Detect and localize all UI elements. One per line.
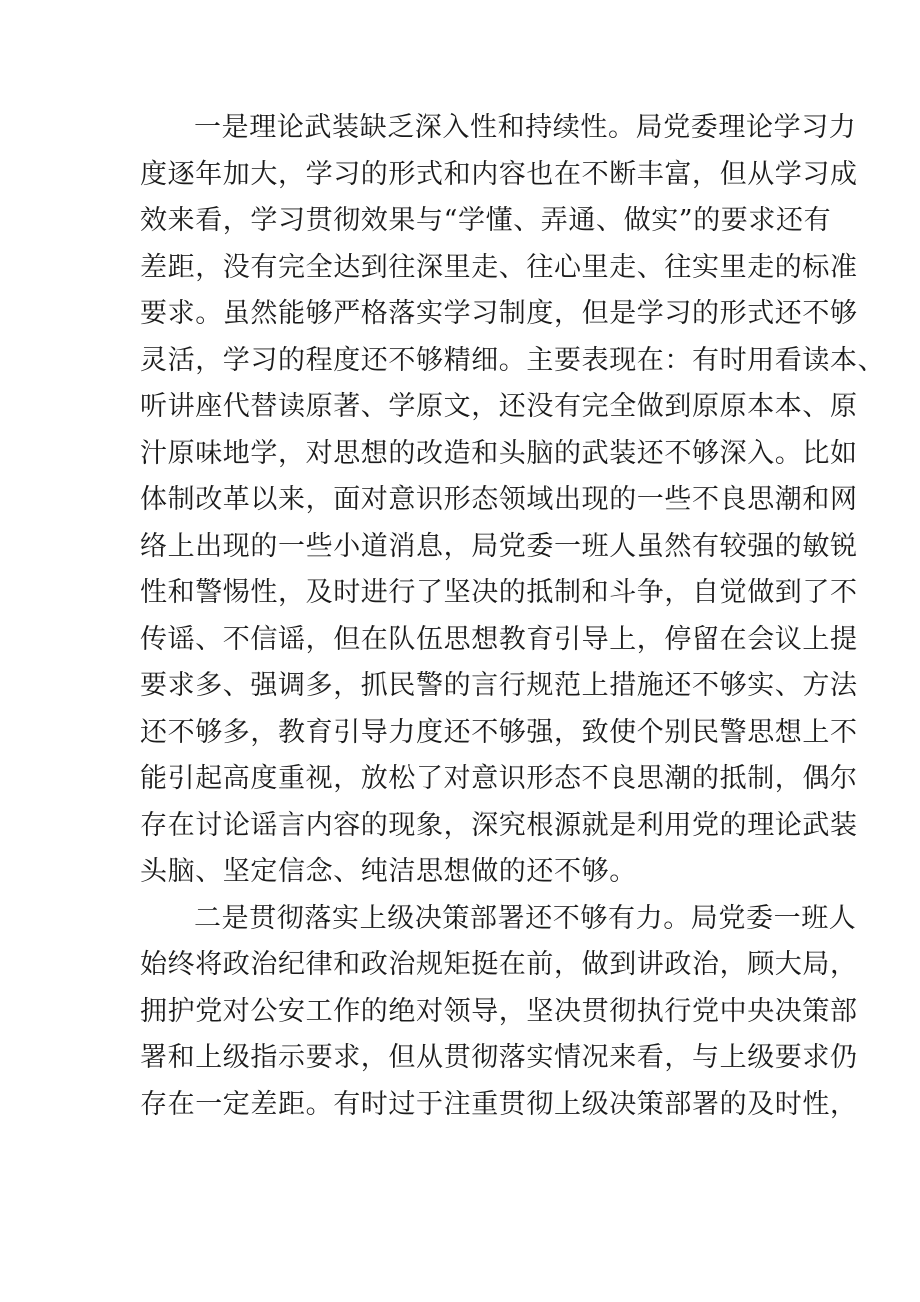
paragraph-1-line-13: 要求多、强调多，抓民警的言行规范上措施还不够实、方法 [140, 670, 858, 701]
paragraph-1-line-16: 存在讨论谣言内容的现象，深究根源就是利用党的理论武装 [140, 809, 858, 841]
paragraph-1-line-12: 传谣、不信谣，但在队伍思想教育引导上，停留在会议上提 [140, 623, 858, 655]
paragraph-1-line-6: 灵活，学习的程度还不够精细。主要表现在：有时用看读本、 [140, 344, 886, 376]
paragraph-1-line-11: 性和警惕性，及时进行了坚决的抵制和斗争，自觉做到了不 [140, 577, 858, 608]
paragraph-1-line-4: 差距，没有完全达到往深里走、往心里走、往实里走的标准 [140, 251, 858, 283]
paragraph-1-line-15: 能引起高度重视，放松了对意识形态不良思潮的抵制，偶尔 [140, 763, 858, 794]
paragraph-2-line-3: 拥护党对公安工作的绝对领导，坚决贯彻执行党中央决策部 [140, 995, 858, 1027]
paragraph-1-line-2: 度逐年加大，学习的形式和内容也在不断丰富，但从学习成 [140, 158, 858, 190]
paragraph-1-line-7: 听讲座代替读原著、学原文，还没有完全做到原原本本、原 [140, 391, 858, 422]
paragraph-1-line-8: 汁原味地学，对思想的改造和头脑的武装还不够深入。比如 [140, 437, 858, 469]
paragraph-1-line-3: 效来看，学习贯彻效果与“学懂、弄通、做实”的要求还有 [140, 205, 832, 236]
paragraph-2-line-1: 二是贯彻落实上级决策部署还不够有力。局党委一班人 [194, 902, 857, 934]
paragraph-1-line-1: 一是理论武装缺乏深入性和持续性。局党委理论学习力 [194, 112, 857, 143]
paragraph-1-line-17: 头脑、坚定信念、纯洁思想做的还不够。 [140, 856, 637, 887]
paragraph-1-line-5: 要求。虽然能够严格落实学习制度，但是学习的形式还不够 [140, 298, 858, 329]
paragraph-2-line-2: 始终将政治纪律和政治规矩挺在前，做到讲政治，顾大局， [140, 949, 858, 980]
document-body [140, 105, 886, 1128]
paragraph-1-line-9: 体制改革以来，面对意识形态领域出现的一些不良思潮和网 [140, 484, 858, 515]
paragraph-1-line-14: 还不够多，教育引导力度还不够强，致使个别民警思想上不 [140, 716, 858, 748]
paragraph-2-line-5: 存在一定差距。有时过于注重贯彻上级决策部署的及时性， [140, 1088, 858, 1120]
paragraph-2-line-4: 署和上级指示要求，但从贯彻落实情况来看，与上级要求仍 [140, 1042, 858, 1073]
paragraph-1-line-10: 络上出现的一些小道消息，局党委一班人虽然有较强的敏锐 [140, 530, 858, 562]
